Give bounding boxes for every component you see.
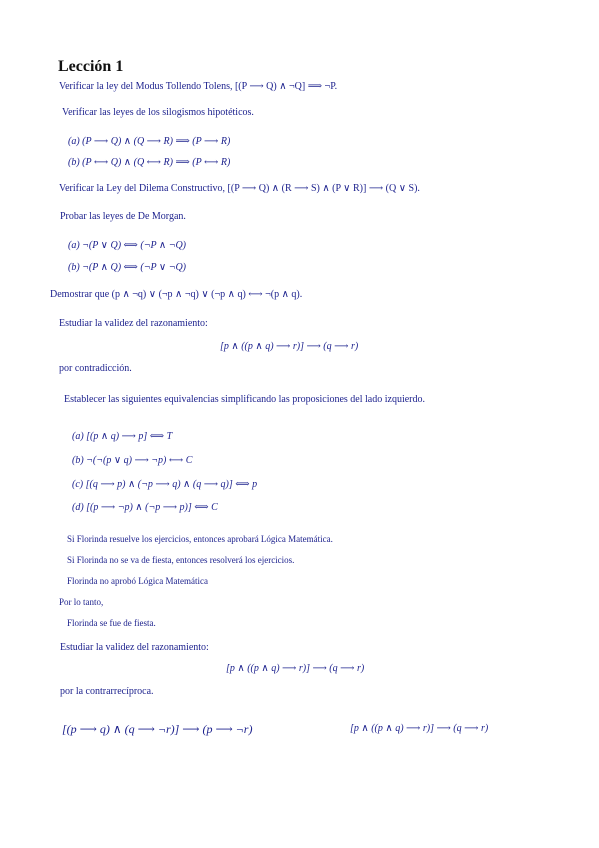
text-line: Florinda se fue de fiesta. xyxy=(67,618,156,628)
text-line: por la contrarrecíproca. xyxy=(60,686,154,697)
text-line: Por lo tanto, xyxy=(59,597,104,607)
text-line: Establecer las siguientes equivalencias simplificando las proposiciones del lado izquierdo. xyxy=(64,394,426,405)
text-line: Verificar la Ley del Dilema Constructivo, [(P ⟶ Q) ∧ (R ⟶ S) ∧ (P ∨ R)] ⟶ (Q ∨ S). xyxy=(59,183,420,194)
text-line: Estudiar la validez del razonamiento: xyxy=(59,318,208,329)
math-line: (d) [(p ⟶ ¬p) ∧ (¬p ⟶ p)] ⟺ C xyxy=(72,502,218,513)
math-line: (b) ¬(P ∧ Q) ⟺ (¬P ∨ ¬Q) xyxy=(68,262,186,273)
text-line: Estudiar la validez del razonamiento: xyxy=(60,642,209,653)
text-line: por contradicción. xyxy=(59,363,132,374)
math-line: [p ∧ ((p ∧ q) ⟶ r)] ⟶ (q ⟶ r) xyxy=(350,723,489,734)
math-line: [(p ⟶ q) ∧ (q ⟶ ¬r)] ⟶ (p ⟶ ¬r) xyxy=(62,722,253,736)
math-line: (a) (P ⟶ Q) ∧ (Q ⟶ R) ⟹ (P ⟶ R) xyxy=(68,136,231,147)
math-line: (a) ¬(P ∨ Q) ⟺ (¬P ∧ ¬Q) xyxy=(68,240,186,251)
math-line: (c) [(q ⟶ p) ∧ (¬p ⟶ q) ∧ (q ⟶ q)] ⟺ p xyxy=(72,479,258,490)
text-line: Florinda no aprobó Lógica Matemática xyxy=(67,576,208,586)
text-line: Verificar las leyes de los silogismos hipotéticos. xyxy=(62,107,254,118)
text-line: Verificar la ley del Modus Tollendo Tolens, [(P ⟶ Q) ∧ ¬Q] ⟹ ¬P. xyxy=(59,81,338,92)
math-line: (b) (P ⟷ Q) ∧ (Q ⟷ R) ⟹ (P ⟷ R) xyxy=(68,157,231,168)
math-line: (b) ¬(¬(p ∨ q) ⟶ ¬p) ⟷ C xyxy=(72,455,193,466)
text-line: Si Florinda resuelve los ejercicios, entonces aprobará Lógica Matemática. xyxy=(67,534,333,544)
text-line: Demostrar que (p ∧ ¬q) ∨ (¬p ∧ ¬q) ∨ (¬p ∧ q) ⟷ ¬(p ∧ q). xyxy=(50,289,303,300)
math-line: [p ∧ ((p ∧ q) ⟶ r)] ⟶ (q ⟶ r) xyxy=(220,341,359,352)
text-line: Si Florinda no se va de fiesta, entonces resolverá los ejercicios. xyxy=(67,555,295,565)
page-title: Lección 1 xyxy=(58,58,124,75)
math-line: (a) [(p ∧ q) ⟶ p] ⟺ T xyxy=(72,431,173,442)
text-line: Probar las leyes de De Morgan. xyxy=(60,211,186,222)
math-line: [p ∧ ((p ∧ q) ⟶ r)] ⟶ (q ⟶ r) xyxy=(226,663,365,674)
